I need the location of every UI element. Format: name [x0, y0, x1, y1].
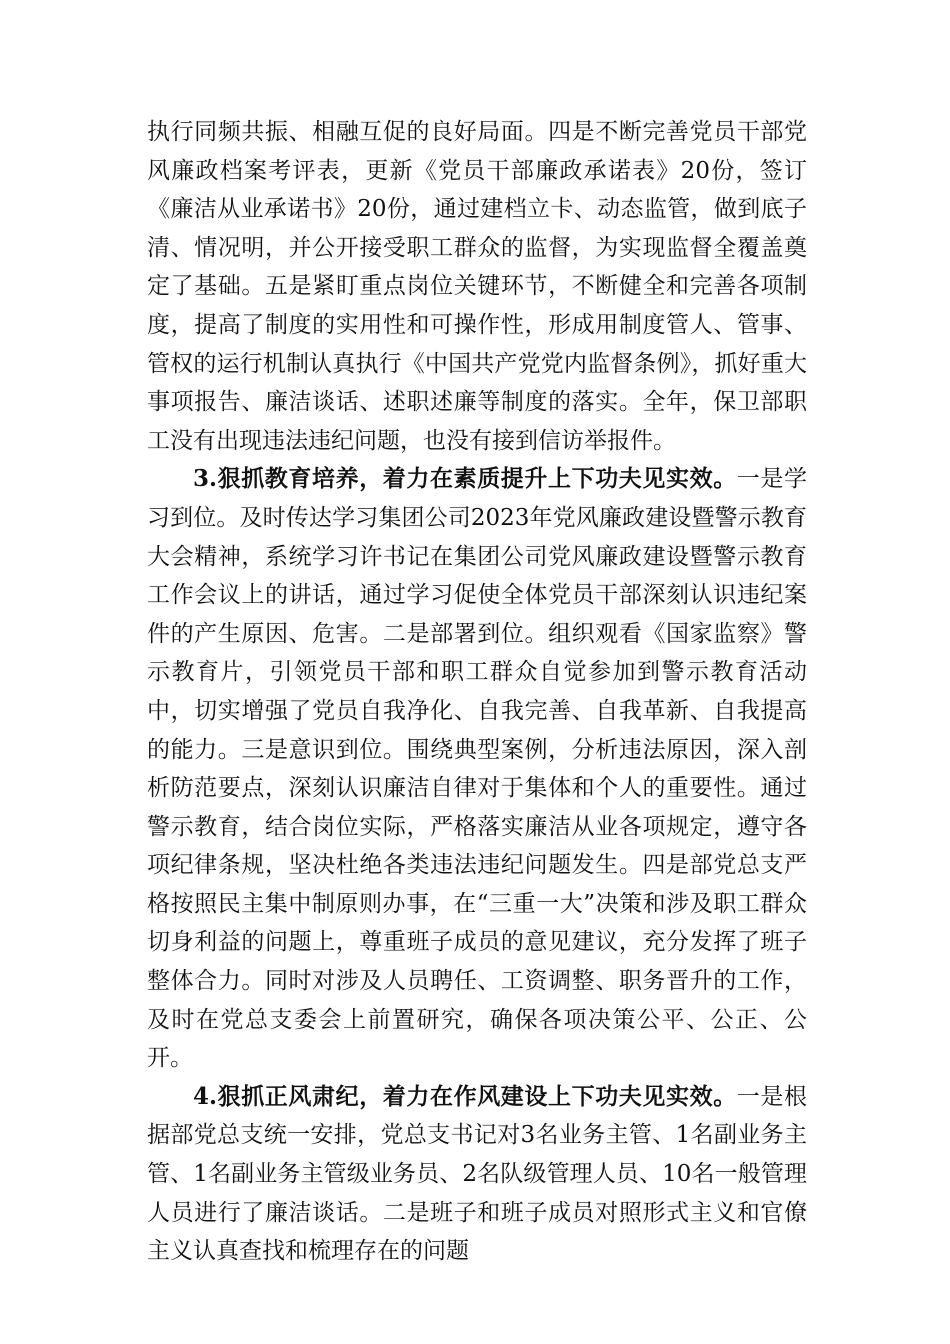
paragraph-body: 一是根据部党总支统一安排，党总支书记对3名业务主管、1名副业务主管、1名副业务主管级业务员、2名队级管理人员、10名一般管理人员进行了廉洁谈话。二是班子和班子成员对照形式主义和官僚主义认真查找和梳理存在的问题 — [147, 1083, 807, 1265]
paragraph-body: 一是学习到位。及时传达学习集团公司2023年党风廉政建设暨警示教育大会精神，系统学习许书记在集团公司党风廉政建设暨警示教育工作会议上的讲话，通过学习促使全体党员干部深刻认识违纪案件的产生原因、危害。二是部署到位。组织观看《国家监察》警示教育片，引领党员干部和职工群众自觉参加到警示教育活动中，切实增强了党员自我净化、自我完善、自我革新、自我提高的能力。三是意识到位。围绕典型案例，分析违法原因，深入剖析防范要点，深刻认识廉洁自律对于集体和个人的重要性。通过警示教育，结合岗位实际，严格落实廉洁从业各项规定，遵守各项纪律条规，坚决杜绝各类违法违纪问题发生。四是部党总支严格按照民主集中制原则办事，在“三重一大”决策和涉及职工群众切身利益的问题上，尊重班子成员的意见建议，充分发挥了班子整体合力。同时对涉及人员聘任、工资调整、职务晋升的工作，及时在党总支委会上前置研究，确保各项决策公平、公正、公开。 — [147, 466, 807, 1072]
paragraph-body: 执行同频共振、相融互促的良好局面。四是不断完善党员干部党风廉政档案考评表，更新《党员干部廉政承诺表》20份，签订《廉洁从业承诺书》20份，通过建档立卡、动态监管，做到底子清、情况明，并公开接受职工群众的监督，为实现监督全覆盖奠定了基础。五是紧盯重点岗位关键环节，不断健全和完善各项制度，提高了制度的实用性和可操作性，形成用制度管人、管事、管权的运行机制认真执行《中国共产党党内监督条例》，抓好重大事项报告、廉洁谈话、述职述廉等制度的落实。全年，保卫部职工没有出现违法违纪问题，也没有接到信访举报件。 — [147, 119, 807, 454]
document-body — [147, 113, 807, 1271]
section-heading: 3.狠抓教育培养，着力在素质提升上下功夫见实效。 — [193, 465, 737, 493]
paragraph-continuation — [147, 113, 807, 460]
section-heading: 4.狠抓正风肃纪，着力在作风建设上下功夫见实效。 — [193, 1082, 737, 1110]
paragraph-section-4 — [147, 1078, 807, 1271]
paragraph-section-3 — [147, 460, 807, 1078]
